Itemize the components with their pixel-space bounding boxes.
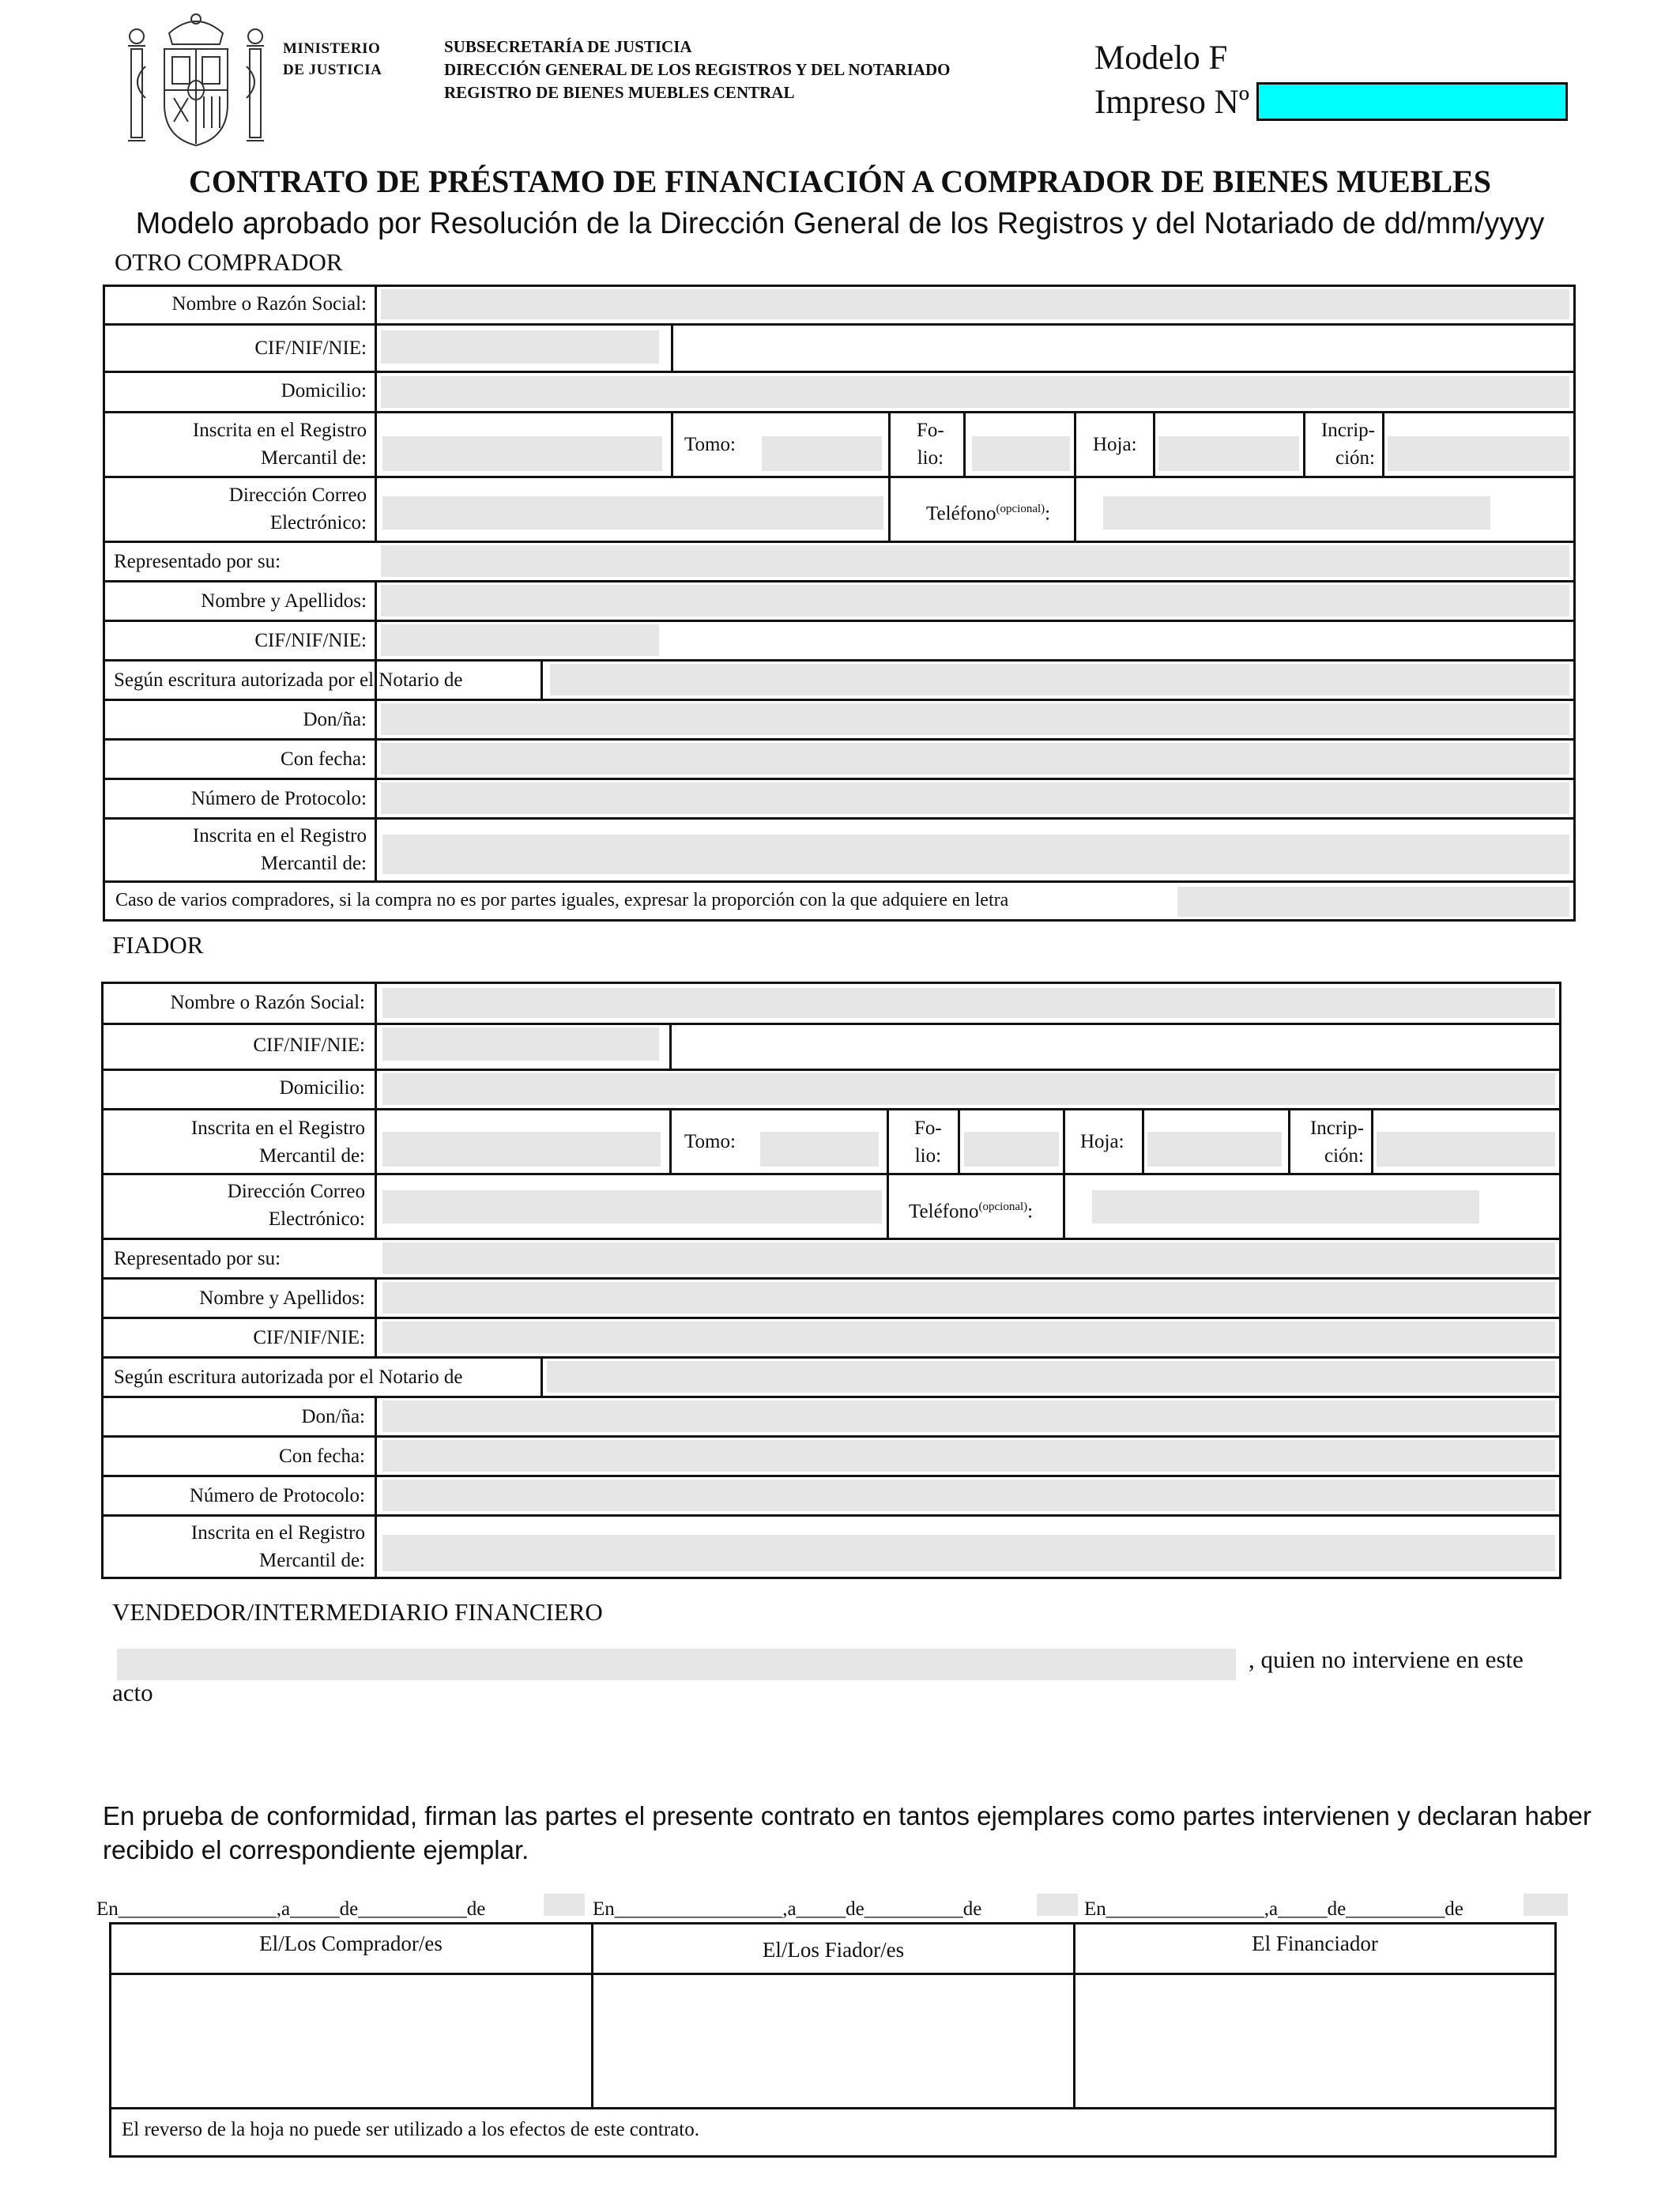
fiador-representado-field[interactable] [382, 1242, 1555, 1274]
fiador-heading: FIADOR [112, 931, 204, 959]
firma-financiador-area[interactable] [1075, 1975, 1554, 2107]
label-protocolo: Número de Protocolo: [190, 788, 367, 809]
label-correo: Dirección Correo Electrónico: [228, 484, 367, 533]
fiador-inscripcion-field[interactable] [1377, 1132, 1555, 1167]
ministerio-label: MINISTERIO DE JUSTICIA [283, 40, 382, 78]
label-folio: Fo- lio: [917, 420, 944, 469]
vendedor-field[interactable] [117, 1649, 1236, 1680]
subsecretaria-block: SUBSECRETARÍA DE JUSTICIA DIRECCIÓN GENERAL DE LOS REGISTROS Y DEL NOTARIADO REGISTRO DE BIENES MUEBLES CENTRAL [444, 37, 951, 102]
label-nombre-apellidos: Nombre y Apellidos: [201, 590, 367, 612]
otro-comprador-heading: OTRO COMPRADOR [115, 248, 343, 276]
fiador-label-correo: Dirección Correo Electrónico: [227, 1181, 365, 1230]
coat-of-arms-logo [125, 11, 267, 152]
fiador-label-inscripcion: Incrip- ción: [1309, 1118, 1364, 1167]
fiador-label-domicilio: Domicilio: [279, 1077, 365, 1099]
comprador-representante-nombre-field[interactable] [381, 585, 1569, 616]
comprador-correo-field[interactable] [382, 496, 883, 530]
firma-financiador-label: El Financiador [1252, 1932, 1378, 1955]
fiador-label-inscrita2: Inscrita en el Registro Mercantil de: [190, 1522, 365, 1571]
fiador-hoja-field[interactable] [1147, 1132, 1282, 1167]
label-domicilio: Domicilio: [281, 380, 367, 401]
fiador-fecha-field[interactable] [382, 1440, 1555, 1472]
comprador-don-field[interactable] [381, 703, 1569, 735]
impreso-number-field[interactable] [1256, 82, 1568, 121]
firma-comprador-label: El/Los Comprador/es [259, 1932, 443, 1955]
firma-year-financiador[interactable] [1524, 1894, 1568, 1916]
label-cif: CIF/NIF/NIE: [254, 337, 367, 359]
fiador-label-cif: CIF/NIF/NIE: [253, 1035, 365, 1056]
firma-year-fiador[interactable] [1037, 1894, 1078, 1916]
fiador-telefono-field[interactable] [1092, 1190, 1479, 1223]
fiador-label-tomo: Tomo: [684, 1131, 736, 1152]
comprador-telefono-field[interactable] [1103, 496, 1490, 530]
fiador-cif-field[interactable] [382, 1027, 659, 1061]
fiador-label-con-fecha: Con fecha: [279, 1446, 365, 1467]
label-nombre: Nombre o Razón Social: [171, 293, 367, 315]
fiador-label-cif2: CIF/NIF/NIE: [253, 1327, 365, 1348]
fiador-label-telefono: Teléfono$^{(opcional)}$: [909, 1201, 1034, 1223]
fiador-correo-field[interactable] [382, 1190, 882, 1223]
label-don: Don/ña: [303, 709, 367, 730]
fiador-don-field[interactable] [382, 1400, 1555, 1432]
fiador-label-inscrita: Inscrita en el Registro Mercantil de: [190, 1118, 365, 1167]
label-hoja: Hoja: [1093, 434, 1137, 455]
fiador-label-representado: Representado por su: [114, 1248, 281, 1269]
comprador-cif-field[interactable] [381, 330, 659, 364]
comprador-inscripcion-field[interactable] [1388, 436, 1569, 471]
firma-year-comprador[interactable] [544, 1894, 585, 1916]
label-inscrita: Inscrita en el Registro Mercantil de: [192, 420, 367, 469]
fiador-label-nombre-apellidos: Nombre y Apellidos: [199, 1287, 365, 1309]
fiador-label-folio: Fo- lio: [914, 1118, 942, 1167]
label-representado: Representado por su: [114, 551, 281, 572]
fiador-folio-field[interactable] [964, 1132, 1059, 1167]
comprador-folio-field[interactable] [972, 436, 1070, 471]
fiador-domicilio-field[interactable] [382, 1073, 1555, 1105]
fiador-nombre-field[interactable] [382, 988, 1555, 1018]
comprador-tomo-field[interactable] [762, 436, 882, 471]
vendedor-heading: VENDEDOR/INTERMEDIARIO FINANCIERO [112, 1598, 603, 1626]
firma-line-fiador: En_________________,a_____de__________de [593, 1898, 982, 1920]
fiador-label-segun: Según escritura autorizada por el Notario de [114, 1367, 463, 1388]
comprador-hoja-field[interactable] [1158, 436, 1299, 471]
label-segun: Según escritura autorizada por el Notario de [114, 669, 463, 691]
label-telefono: Teléfono$^{(opcional)}$: [926, 503, 1051, 525]
comprador-protocolo-field[interactable] [381, 782, 1569, 814]
firma-fiador-label: El/Los Fiador/es [762, 1938, 905, 1962]
label-caso: Caso de varios compradores, si la compra no es por partes iguales, expresar la proporción con la que adquiere en letra [115, 890, 1009, 910]
fiador-representante-nombre-field[interactable] [382, 1282, 1555, 1314]
fiador-label-don: Don/ña: [301, 1406, 365, 1427]
fiador-registro-field[interactable] [382, 1132, 661, 1167]
comprador-fecha-field[interactable] [381, 743, 1569, 775]
fiador-label-hoja: Hoja: [1080, 1131, 1124, 1152]
label-inscrita2: Inscrita en el Registro Mercantil de: [192, 825, 367, 874]
firma-comprador-area[interactable] [111, 1975, 591, 2107]
vendedor-suffix: , quien no interviene en este [1249, 1646, 1524, 1673]
conformidad-text: En prueba de conformidad, firman las partes el presente contrato en tantos ejemplares como partes intervienen y declaran haber recibido el correspondiente ejemplar. [103, 1801, 1591, 1864]
fiador-label-protocolo: Número de Protocolo: [189, 1485, 365, 1506]
comprador-nombre-field[interactable] [381, 289, 1569, 319]
fiador-representante-cif-field[interactable] [382, 1321, 1555, 1353]
firma-line-financiador: En________________,a_____de__________de [1084, 1898, 1463, 1920]
comprador-representado-field[interactable] [381, 545, 1569, 577]
fiador-notario-field[interactable] [547, 1361, 1555, 1393]
reverso-note: El reverso de la hoja no puede ser utilizado a los efectos de este contrato. [122, 2119, 699, 2140]
comprador-notario-field[interactable] [550, 664, 1569, 696]
page-title: CONTRATO DE PRÉSTAMO DE FINANCIACIÓN A COMPRADOR DE BIENES MUEBLES [189, 164, 1491, 199]
label-tomo: Tomo: [684, 434, 736, 455]
comprador-registro-field[interactable] [382, 436, 662, 471]
fiador-inscrita-field[interactable] [382, 1535, 1555, 1571]
label-con-fecha: Con fecha: [281, 748, 367, 770]
label-cif2: CIF/NIF/NIE: [254, 630, 367, 651]
firma-line-comprador: En________________,a_____de___________de [96, 1898, 486, 1920]
firma-fiador-area[interactable] [593, 1975, 1073, 2107]
fiador-tomo-field[interactable] [760, 1132, 879, 1167]
vendedor-suffix-2: acto [112, 1679, 153, 1706]
comprador-proporcion-field[interactable] [1177, 887, 1569, 917]
comprador-representante-cif-field[interactable] [381, 624, 659, 656]
comprador-domicilio-field[interactable] [381, 376, 1569, 408]
fiador-protocolo-field[interactable] [382, 1480, 1555, 1511]
page-subtitle: Modelo aprobado por Resolución de la Dirección General de los Registros y del Notariado de dd/mm/yyyy [135, 207, 1545, 240]
fiador-label-nombre: Nombre o Razón Social: [170, 992, 365, 1013]
comprador-inscrita-field[interactable] [382, 835, 1569, 874]
label-inscripcion: Incrip- ción: [1320, 420, 1375, 469]
modelo-label: Modelo F Impreso Nº [1094, 40, 1250, 121]
